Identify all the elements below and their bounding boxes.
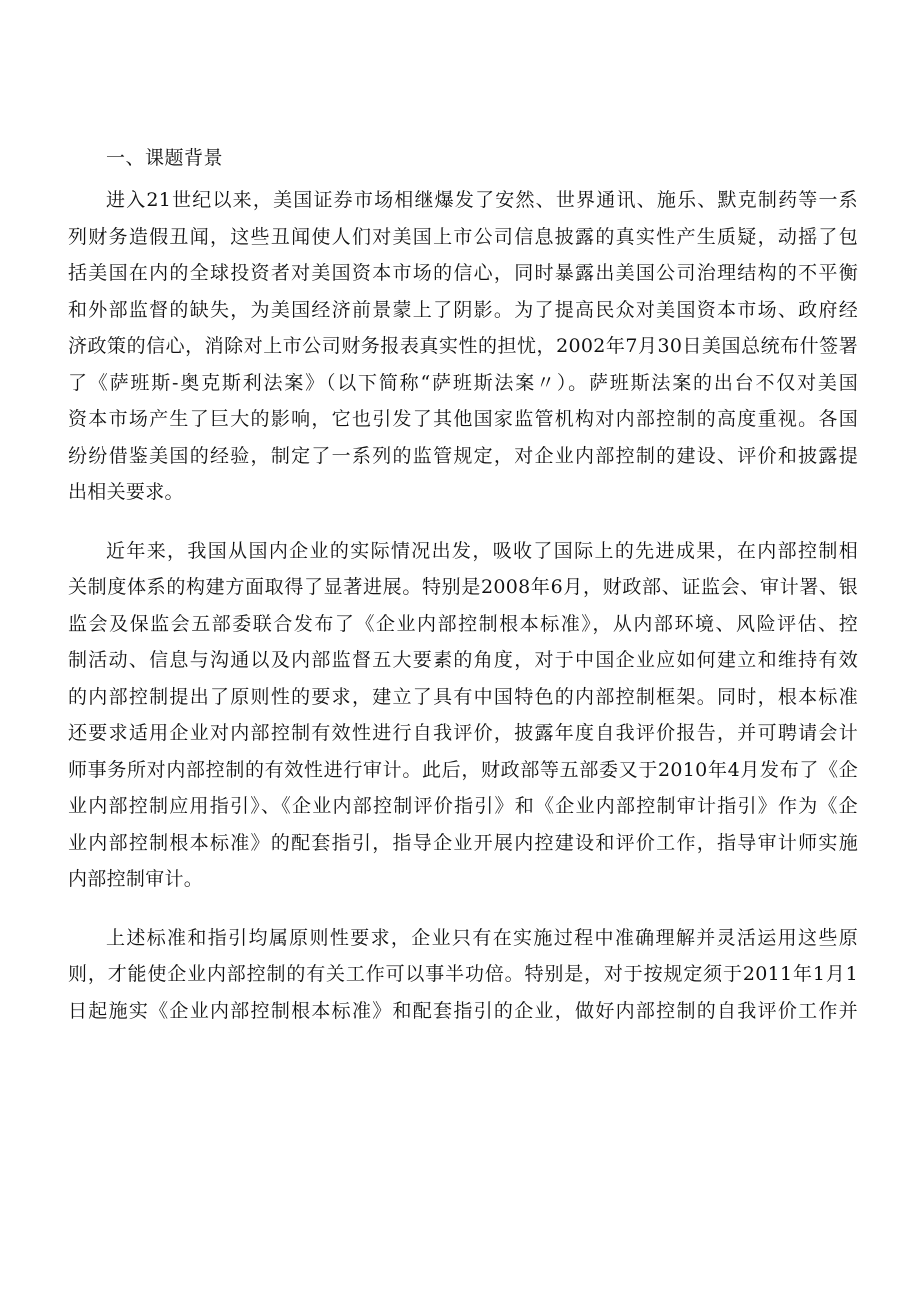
paragraph-line: 制活动、信息与沟通以及内部监督五大要素的角度，对于中国企业应如何建立和维持有效 xyxy=(68,649,858,671)
paragraph-line: 内部控制审计。 xyxy=(68,868,204,890)
paragraph-line: 列财务造假丑闻，这些丑闻使人们对美国上市公司信息披露的真实性产生质疑，动摇了包 xyxy=(68,225,858,248)
paragraph-line: 括美国在内的全球投资者对美国资本市场的信心，同时暴露出美国公司治理结构的不平衡 xyxy=(68,262,858,284)
paragraph-standards-guidance xyxy=(68,920,858,1030)
paragraph-line: 还要求适用企业对内部控制有效性进行自我评价，披露年度自我评价报告，并可聘请会计 xyxy=(68,722,858,744)
paragraph-line: 业内部控制应用指引》、《企业内部控制评价指引》和《企业内部控制审计指引》作为《企 xyxy=(68,795,858,817)
paragraph-line: 的内部控制提出了原则性的要求，建立了具有中国特色的内部控制框架。同时，根本标准 xyxy=(68,685,858,708)
paragraph-background xyxy=(68,182,858,511)
paragraph-line: 和外部监督的缺失，为美国经济前景蒙上了阴影。为了提高民众对美国资本市场、政府经 xyxy=(68,298,858,321)
paragraph-line: 济政策的信心，消除对上市公司财务报表真实性的担忧，2002年7月30日美国总统布什签署 xyxy=(68,335,858,357)
paragraph-line: 上述标准和指引均属原则性要求，企业只有在实施过程中准确理解并灵活运用这些原 xyxy=(106,926,858,949)
paragraph-line: 进入21世纪以来，美国证券市场相继爆发了安然、世界通讯、施乐、默克制药等一系 xyxy=(106,189,858,211)
paragraph-line: 出相关要求。 xyxy=(68,481,184,503)
paragraph-line: 近年来，我国从国内企业的实际情况出发，吸收了国际上的先进成果，在内部控制相 xyxy=(106,539,858,562)
paragraph-line: 纷纷借鉴美国的经验，制定了一系列的监管规定，对企业内部控制的建设、评价和披露提 xyxy=(68,444,858,467)
document-body xyxy=(68,142,858,1029)
paragraph-domestic-progress xyxy=(68,533,858,898)
paragraph-line: 则，才能使企业内部控制的有关工作可以事半功倍。特别是，对于按规定须于2011年1月1 xyxy=(68,963,858,985)
section-heading: 一、课题背景 xyxy=(106,147,224,169)
paragraph-line: 师事务所对内部控制的有效性进行审计。此后，财政部等五部委又于2010年4月发布了《企 xyxy=(68,758,858,781)
paragraph-line: 资本市场产生了巨大的影响，它也引发了其他国家监管机构对内部控制的高度重视。各国 xyxy=(68,408,858,430)
paragraph-line: 业内部控制根本标准》的配套指引，指导企业开展内控建设和评价工作，指导审计师实施 xyxy=(68,831,858,854)
paragraph-line: 监会及保监会五部委联合发布了《企业内部控制根本标准》，从内部环境、风险评估、控 xyxy=(68,612,858,635)
paragraph-line: 日起施实《企业内部控制根本标准》和配套指引的企业，做好内部控制的自我评价工作并 xyxy=(68,999,858,1022)
paragraph-line: 了《萨班斯-奥克斯利法案》（以下简称“萨班斯法案〃）。萨班斯法案的出台不仅对美国 xyxy=(68,371,858,394)
paragraph-line: 关制度体系的构建方面取得了显著进展。特别是2008年6月，财政部、证监会、审计署、银 xyxy=(68,576,858,598)
